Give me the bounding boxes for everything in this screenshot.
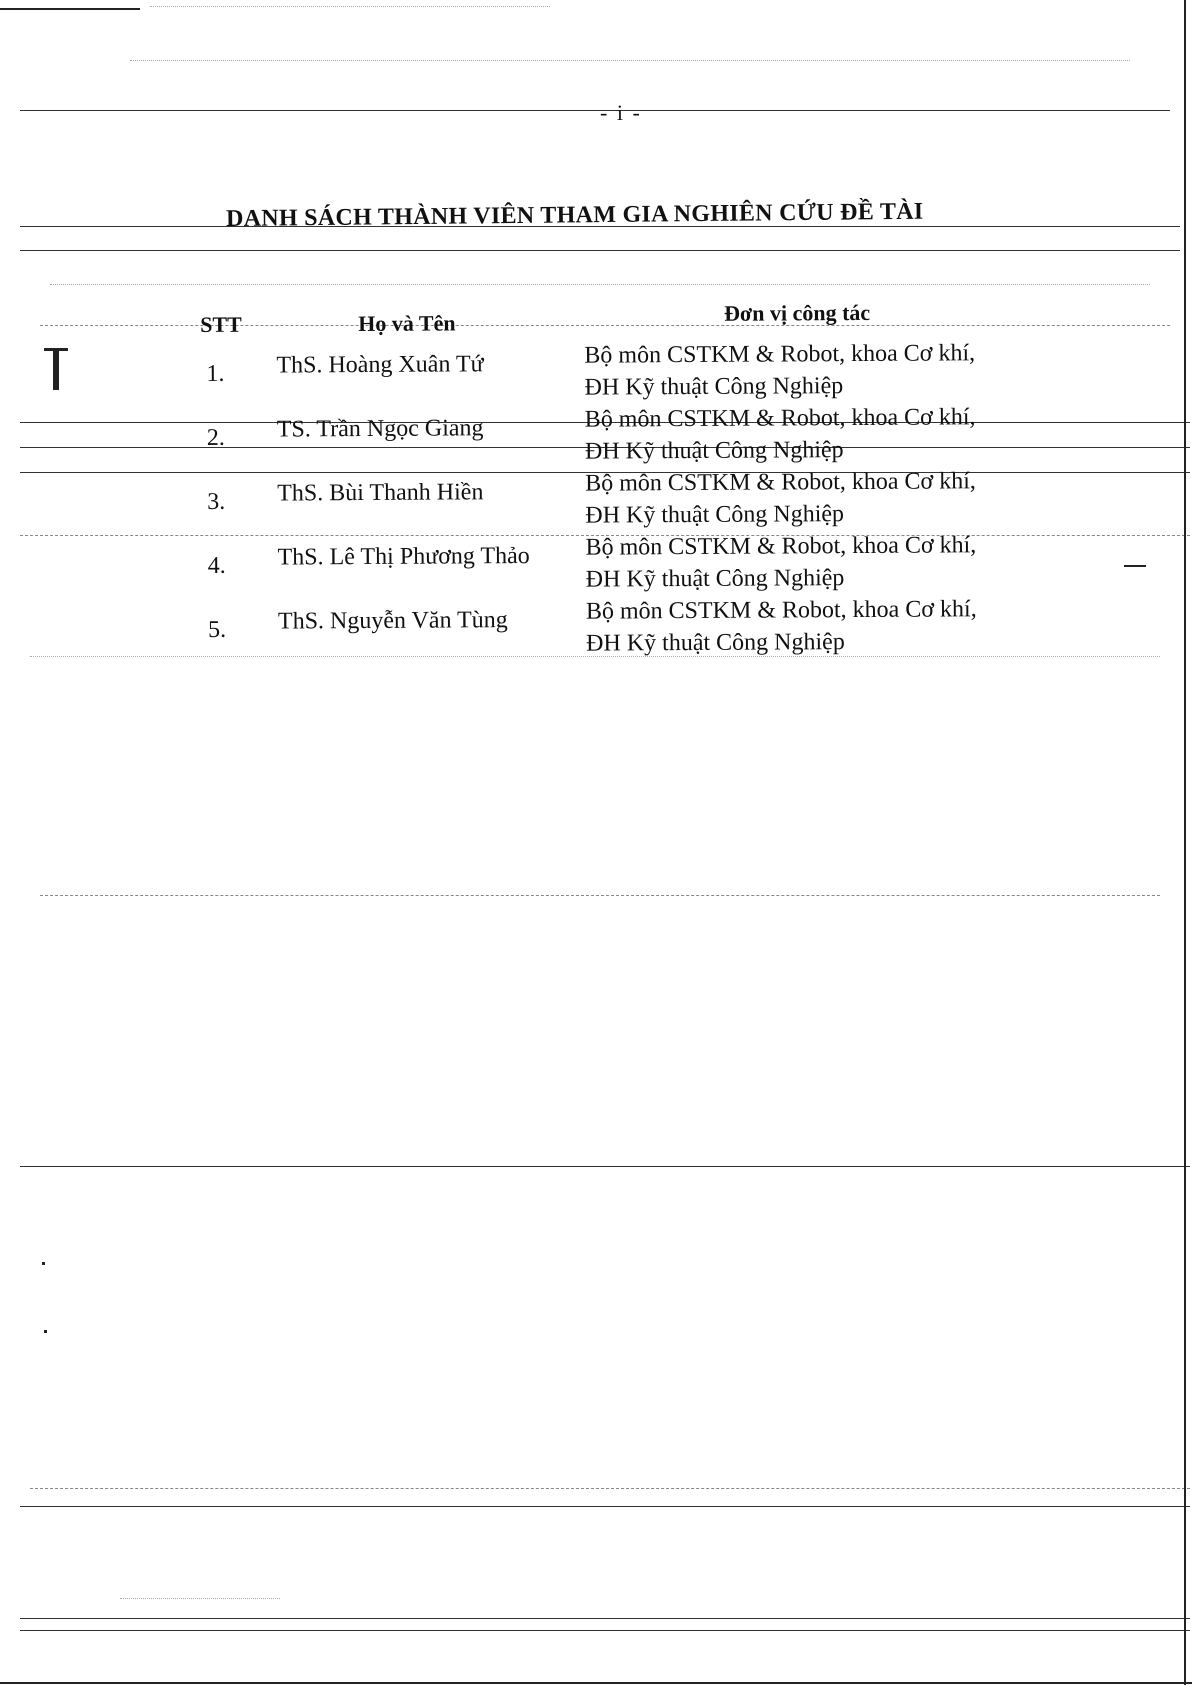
row-unit-line1: Bộ môn CSTKM & Robot, khoa Cơ khí, (585, 468, 976, 497)
table-row (201, 529, 1071, 598)
row-stt: 2. (206, 424, 225, 451)
table-row (200, 337, 1070, 406)
page-edge-line (1184, 0, 1186, 1685)
row-unit (584, 337, 975, 403)
row-unit (585, 529, 976, 595)
row-unit-line1: Bộ môn CSTKM & Robot, khoa Cơ khí, (585, 596, 977, 625)
scan-line (20, 250, 1180, 251)
row-name: ThS. Lê Thị Phương Thảo (277, 542, 530, 571)
row-unit (585, 465, 976, 531)
scan-line (20, 110, 1170, 111)
table-row (201, 465, 1071, 534)
row-name: ThS. Bùi Thanh Hiền (277, 479, 484, 507)
row-unit-line2: ĐH Kỹ thuật Công Nghiệp (585, 565, 845, 593)
document-title: DANH SÁCH THÀNH VIÊN THAM GIA NGHIÊN CỨU ĐỀ TÀI (225, 198, 924, 232)
scan-line (20, 1630, 1190, 1631)
scan-mark (42, 1262, 45, 1265)
page-number: - i - (600, 100, 642, 125)
scan-line (40, 895, 1160, 896)
scan-line (20, 1618, 1190, 1619)
scan-mark (53, 350, 59, 390)
row-unit-line1: Bộ môn CSTKM & Robot, khoa Cơ khí, (585, 532, 977, 561)
scan-line (0, 8, 140, 10)
scan-mark (44, 348, 68, 351)
scan-line (30, 1488, 1190, 1489)
row-unit-line2: ĐH Kỹ thuật Công Nghiệp (584, 437, 844, 465)
members-table (200, 291, 1072, 662)
row-unit-line2: ĐH Kỹ thuật Công Nghiệp (586, 629, 845, 657)
row-unit-line1: Bộ môn CSTKM & Robot, khoa Cơ khí, (584, 404, 976, 433)
scan-mark (1124, 565, 1146, 567)
header-unit: Đơn vị công tác (724, 299, 871, 326)
scan-line (50, 284, 1150, 285)
scan-line (120, 1598, 280, 1599)
table-row (202, 593, 1072, 662)
header-name: Họ và Tên (358, 310, 456, 337)
row-stt: 5. (207, 616, 227, 643)
row-name: ThS. Nguyễn Văn Tùng (277, 607, 508, 635)
scan-mark (44, 1330, 47, 1333)
row-unit (585, 401, 976, 467)
scan-line (20, 1506, 1190, 1507)
row-stt: 4. (207, 552, 226, 579)
header-stt: STT (200, 311, 242, 337)
row-unit-line2: ĐH Kỹ thuật Công Nghiệp (584, 373, 844, 401)
row-unit (586, 593, 977, 659)
scan-line (150, 6, 550, 7)
row-name: TS. Trần Ngọc Giang (276, 415, 484, 443)
row-stt: 3. (207, 488, 226, 515)
row-unit-line2: ĐH Kỹ thuật Công Nghiệp (585, 501, 845, 529)
row-stt: 1. (206, 360, 225, 387)
table-row (201, 401, 1071, 470)
scan-line (0, 1682, 1192, 1684)
row-name: ThS. Hoàng Xuân Tứ (276, 351, 484, 379)
table-header (200, 291, 1070, 342)
scan-line (130, 60, 1130, 61)
row-unit-line1: Bộ môn CSTKM & Robot, khoa Cơ khí, (584, 340, 976, 369)
scan-line (20, 1166, 1190, 1167)
